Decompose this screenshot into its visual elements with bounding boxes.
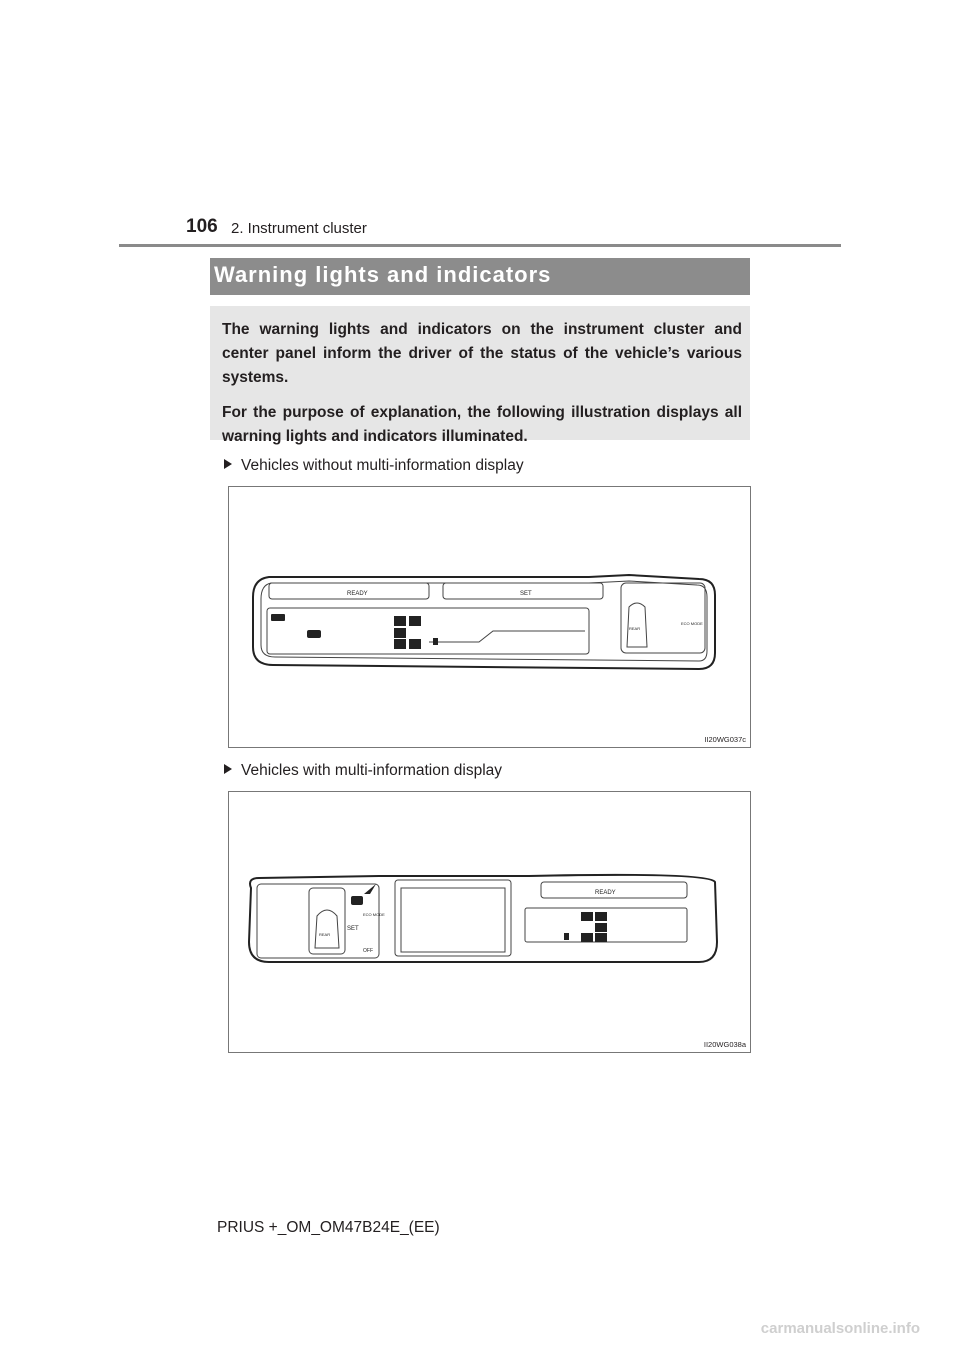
center-display-inner bbox=[401, 888, 505, 952]
figure-1-code: II20WG037c bbox=[704, 735, 746, 744]
cluster-illustration-1 bbox=[229, 487, 750, 747]
triangle-bullet-icon bbox=[224, 764, 232, 774]
set-label: SET bbox=[347, 926, 359, 932]
off-label: OFF bbox=[363, 948, 373, 954]
watermark: carmanualsonline.info bbox=[760, 1320, 920, 1337]
gear-p-box bbox=[409, 616, 421, 626]
rear-seatbelt-car-icon bbox=[315, 910, 339, 948]
figure-2-code: II20WG038a bbox=[703, 1040, 746, 1049]
summary-box bbox=[210, 306, 750, 445]
ev-badge-icon bbox=[351, 896, 363, 905]
summary-paragraph-2: For the purpose of explanation, the following illustration displays all warning lights and indicators illuminated. bbox=[222, 404, 742, 445]
rear-seatbelt-car-icon bbox=[627, 603, 647, 647]
section-title-bar bbox=[210, 258, 750, 295]
gear-b-box bbox=[581, 933, 593, 942]
summary-paragraph-1: The warning lights and indicators on the instrument cluster and center panel inform the driver of the status of the vehicle’s various systems. bbox=[222, 321, 742, 386]
cluster-illustration-2 bbox=[229, 792, 750, 1052]
gear-d-box bbox=[595, 933, 607, 942]
ev-badge-icon bbox=[307, 630, 321, 638]
rear-seatbelt-panel bbox=[309, 888, 345, 954]
figure-1 bbox=[228, 486, 751, 748]
right-indicator-panel bbox=[621, 583, 705, 653]
figure-2 bbox=[228, 791, 751, 1053]
ready-label: READY bbox=[347, 591, 368, 597]
figure-2-caption bbox=[224, 762, 502, 780]
eco-mode-label: ECO MODE bbox=[363, 912, 385, 917]
figure-1-caption-text: Vehicles without multi-information display bbox=[241, 457, 524, 474]
section-title: Warning lights and indicators bbox=[214, 262, 552, 287]
gear-d-box bbox=[394, 639, 406, 649]
page-number: 106 bbox=[186, 216, 218, 237]
warning-triangle-icon bbox=[364, 884, 376, 894]
ready-label: READY bbox=[595, 890, 616, 896]
eco-badge bbox=[271, 614, 285, 621]
footer-doc-id: PRIUS +_OM_OM47B24E_(EE) bbox=[217, 1219, 440, 1236]
figure-1-caption bbox=[224, 457, 524, 475]
header-rule bbox=[119, 244, 841, 247]
left-indicator-panel bbox=[257, 884, 379, 958]
set-label: SET bbox=[520, 591, 532, 597]
fuel-icon bbox=[433, 638, 438, 645]
figure-2-caption-text: Vehicles with multi-information display bbox=[241, 762, 503, 779]
triangle-bullet-icon bbox=[224, 459, 232, 469]
cluster-inner-outline bbox=[261, 581, 707, 661]
gear-n-box bbox=[394, 628, 406, 638]
gear-b-box bbox=[409, 639, 421, 649]
eco-mode-label: ECO MODE bbox=[681, 621, 703, 626]
speed-graph-line bbox=[429, 631, 585, 642]
rear-label: REAR bbox=[319, 932, 331, 937]
gear-p-box bbox=[581, 912, 593, 921]
rear-label: REAR bbox=[629, 626, 641, 631]
gear-r-box bbox=[394, 616, 406, 626]
running-head: 2. Instrument cluster bbox=[231, 220, 367, 237]
center-display-outer bbox=[395, 880, 511, 956]
fuel-icon bbox=[564, 933, 569, 940]
gear-n-box bbox=[595, 923, 607, 932]
gear-r-box bbox=[595, 912, 607, 921]
